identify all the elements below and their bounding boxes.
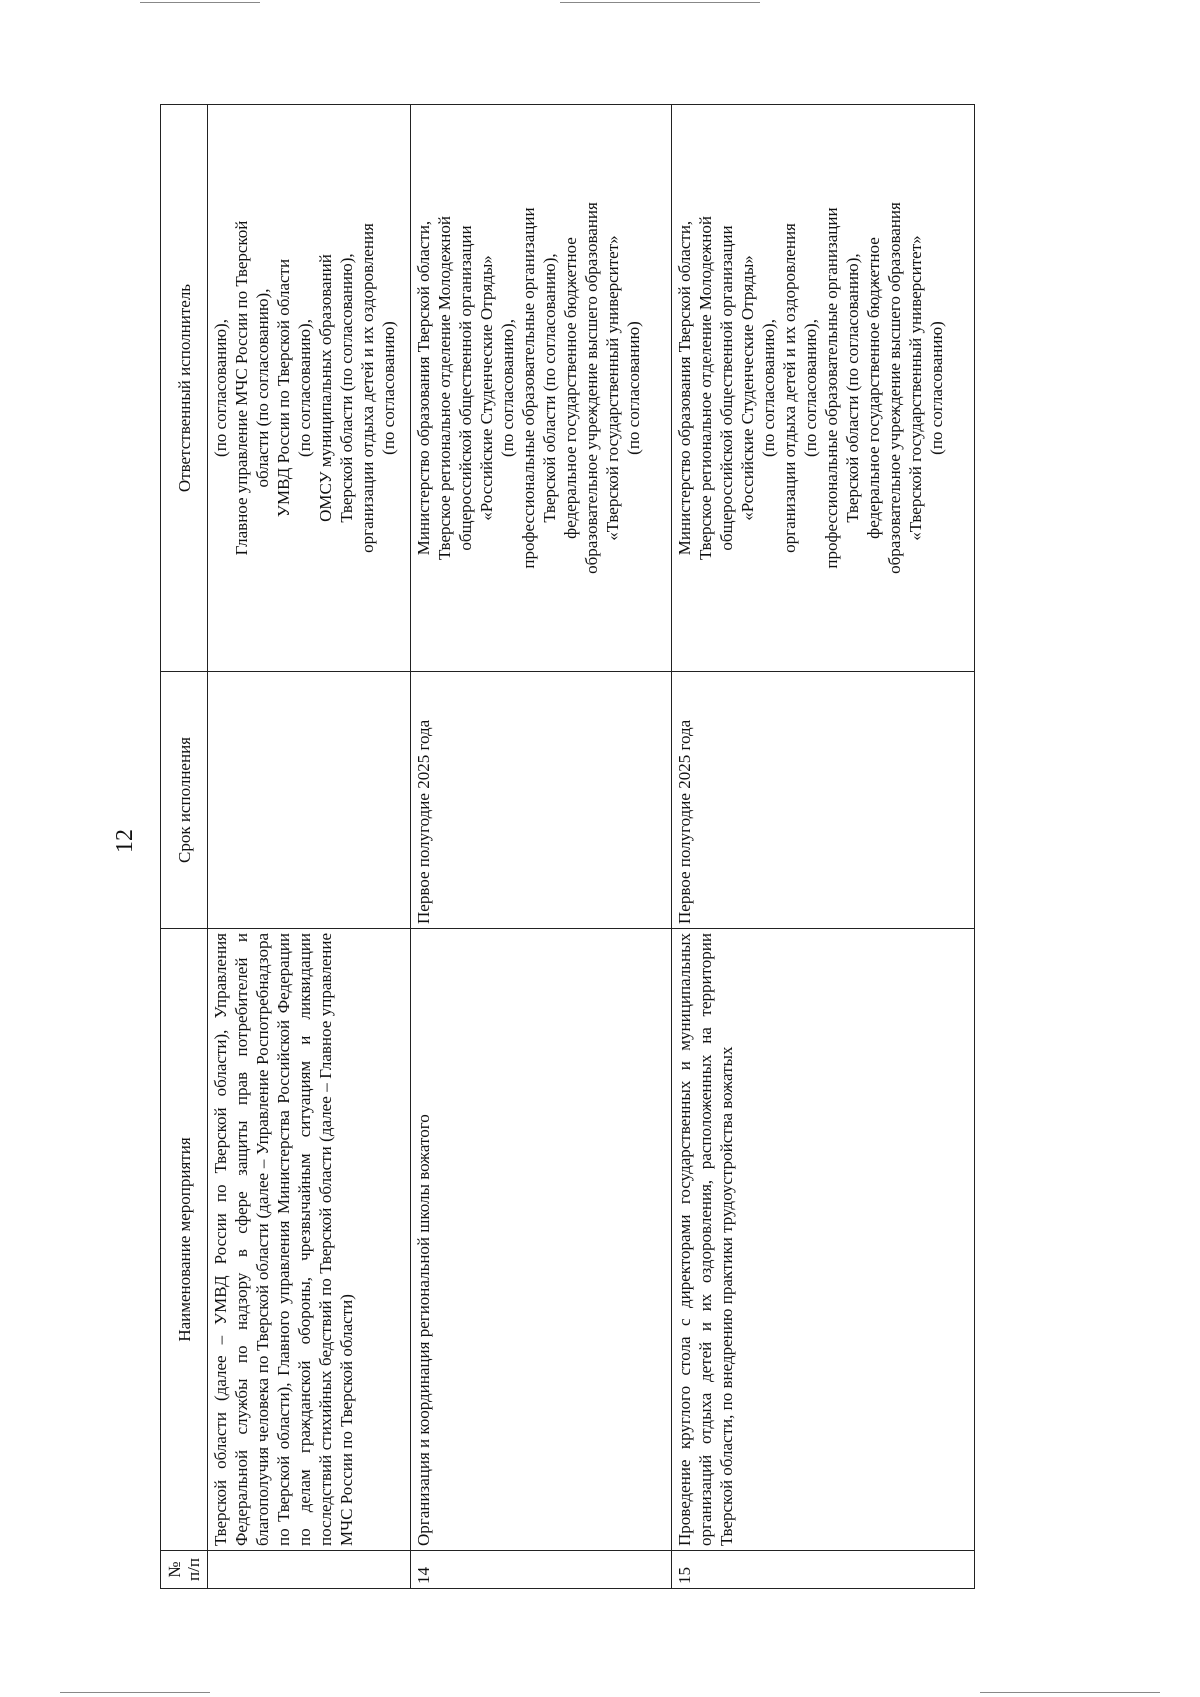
action-plan-table xyxy=(160,104,975,1589)
responsible-line: (по согласованию) xyxy=(927,321,946,455)
table-row xyxy=(208,105,411,1589)
responsible-line: федеральное государственное бюджетное xyxy=(561,237,580,539)
responsible-line: организации отдыха детей и их оздоровления xyxy=(780,223,799,553)
row-deadline: Первое полугодие 2025 года xyxy=(672,672,975,929)
responsible-line: (по согласованию), xyxy=(759,319,778,457)
page-number: 12 xyxy=(112,829,138,853)
responsible-line: (по согласованию), xyxy=(801,319,820,457)
table-row xyxy=(411,105,672,1589)
responsible-line: (по согласованию) xyxy=(624,321,643,455)
row-number: 15 xyxy=(672,1551,975,1589)
row-responsible xyxy=(411,105,672,672)
responsible-line: Тверской области (по согласованию), xyxy=(337,253,356,523)
scan-edge-mark xyxy=(560,2,760,3)
responsible-line: профессиональные образовательные организации xyxy=(519,207,538,569)
responsible-line: общероссийской общественной организации xyxy=(456,225,475,551)
scan-edge-mark xyxy=(60,1692,210,1693)
responsible-line: Тверской области (по согласованию), xyxy=(843,253,862,523)
responsible-line: (по согласованию) xyxy=(379,321,398,455)
responsible-line: Главное управление МЧС России по Тверской xyxy=(232,220,251,556)
responsible-line: Тверское региональное отделение Молодежной xyxy=(435,216,454,560)
header-responsible: Ответственный исполнитель xyxy=(161,105,208,672)
responsible-line: «Тверской государственный университет» xyxy=(906,235,925,541)
responsible-line: «Российские Студенческие Отряды» xyxy=(477,255,496,521)
responsible-line: организации отдыха детей и их оздоровления xyxy=(358,223,377,553)
scan-edge-mark xyxy=(980,1692,1160,1693)
table-header-row xyxy=(161,105,208,1589)
responsible-line: Тверской области (по согласованию), xyxy=(540,253,559,523)
responsible-line: области (по согласованию), xyxy=(253,288,272,488)
row-number: 14 xyxy=(411,1551,672,1589)
responsible-line: образовательное учреждение высшего образования xyxy=(582,202,601,574)
responsible-line: «Тверской государственный университет» xyxy=(603,235,622,541)
responsible-line: профессиональные образовательные организации xyxy=(822,207,841,569)
row-event-name: Организация и координация региональной школы вожатого xyxy=(411,929,672,1551)
responsible-line: (по согласованию), xyxy=(295,319,314,457)
responsible-line: образовательное учреждение высшего образования xyxy=(885,202,904,574)
row-responsible xyxy=(672,105,975,672)
responsible-line: (по согласованию), xyxy=(498,319,517,457)
header-number: № п/п xyxy=(161,1551,208,1589)
table-row xyxy=(672,105,975,1589)
row-responsible xyxy=(208,105,411,672)
header-deadline: Срок исполнения xyxy=(161,672,208,929)
responsible-line: УМВД России по Тверской области xyxy=(274,258,293,518)
responsible-line: Министерство образования Тверской области, xyxy=(675,220,694,556)
header-name: Наименование мероприятия xyxy=(161,929,208,1551)
responsible-line: (по согласованию), xyxy=(211,319,230,457)
responsible-line: Тверское региональное отделение Молодежной xyxy=(696,216,715,560)
row-number xyxy=(208,1551,411,1589)
responsible-line: федеральное государственное бюджетное xyxy=(864,237,883,539)
scan-edge-mark xyxy=(140,2,260,3)
responsible-line: Министерство образования Тверской области, xyxy=(414,220,433,556)
row-deadline: Первое полугодие 2025 года xyxy=(411,672,672,929)
row-deadline xyxy=(208,672,411,929)
responsible-line: ОМСУ муниципальных образований xyxy=(316,254,335,522)
responsible-line: «Российские Студенческие Отряды» xyxy=(738,255,757,521)
row-event-name: Тверской области (далее – УМВД России по Тверской области), Управления Федеральной службы по надзору в сфере защиты прав потребителей и благополучия человека по Тверской области (далее – Управление Роспотребнадзора по Тверской области), Главного управления Министерства Российской Федерации по делам гражданской обороны, чрезвычайным ситуациям и ликвидации последствий стихийных бедствий по Тверской области (далее – Главное управление МЧС России по Тверской области) xyxy=(208,929,411,1551)
responsible-line: общероссийской общественной организации xyxy=(717,225,736,551)
row-event-name: Проведение круглого стола с директорами государственных и муниципальных организаций отдыха детей и их оздоровления, расположенных на территории Тверской области, по внедрению практики трудоустройства вожатых xyxy=(672,929,975,1551)
